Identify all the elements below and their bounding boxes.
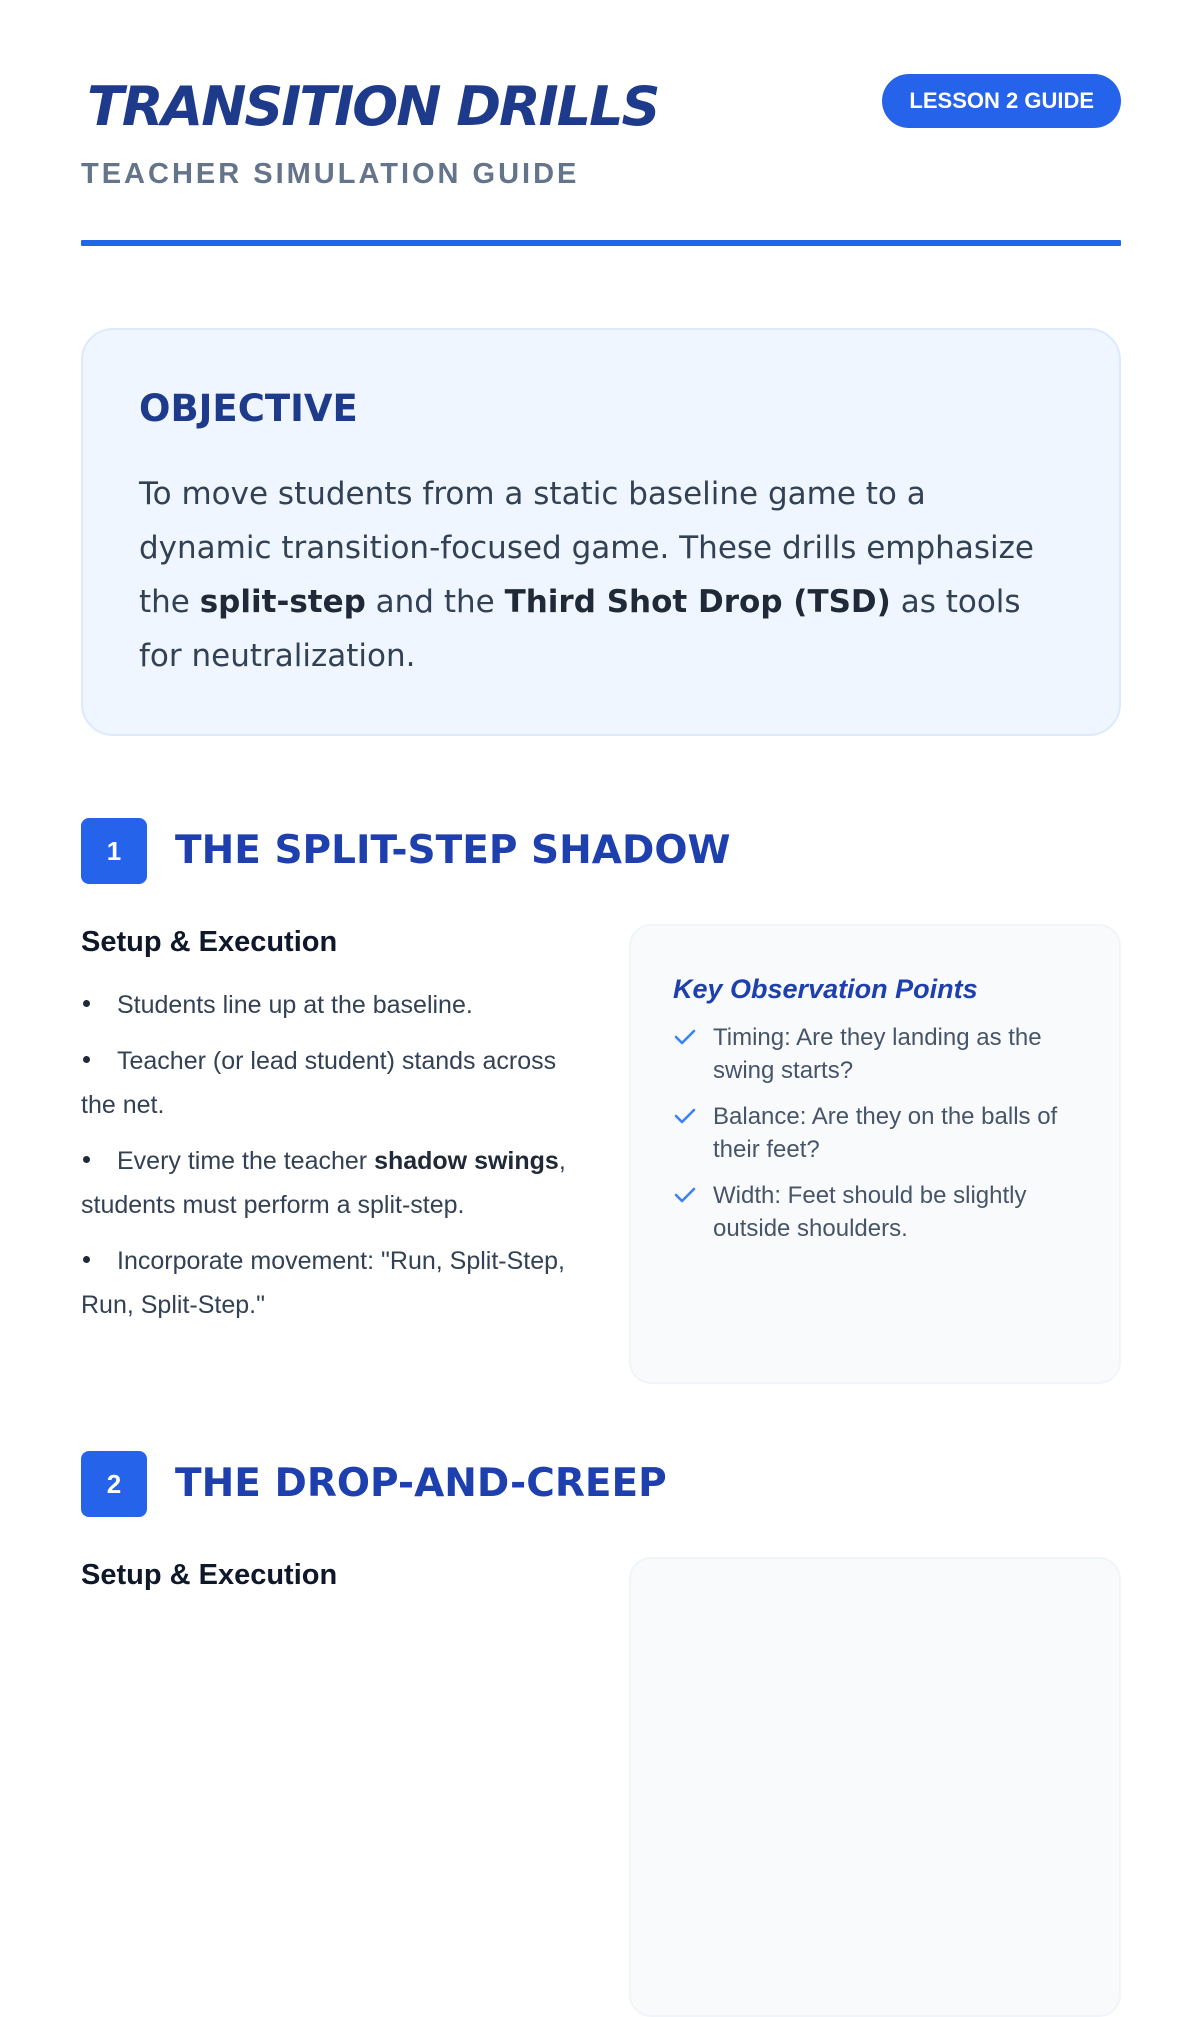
objective-emphasis-tsd: Third Shot Drop (TSD) [504,584,891,620]
setup-column [81,1561,581,1590]
page [81,0,1121,1591]
list-item: Teacher (or lead student) stands across the net. [81,1047,557,1119]
page-subtitle: TEACHER SIMULATION GUIDE [81,158,580,190]
lesson-badge: LESSON 2 GUIDE [882,74,1121,128]
observation-card [629,924,1121,1384]
observation-item: Balance: Are they on the balls of their feet? [673,1100,1079,1166]
drill-header [81,1451,1121,1517]
objective-panel [81,328,1121,736]
objective-title: OBJECTIVE [139,387,358,430]
setup-column [81,928,581,1339]
objective-text: To move students from a static baseline game to a dynamic transition-focused game. These drills emphasize the split-step and the Third Shot Drop (TSD) as tools for neutralization. [139,476,1034,674]
observation-title: Key Observation Points [673,974,978,1004]
list-item: Students line up at the baseline. [81,983,581,1027]
drill-section-1 [81,818,1121,1319]
setup-title: Setup & Execution [81,1559,338,1591]
bullet-icon [83,1156,90,1163]
check-icon [673,1027,697,1047]
bullet-icon [83,1000,90,1007]
header-divider [81,240,1121,246]
drill-number-badge: 2 [81,1451,147,1517]
drill-header [81,818,1121,884]
drill-section-2 [81,1451,1121,1591]
page-title: TRANSITION DRILLS [87,75,659,138]
check-icon [673,1106,697,1126]
drill-title: THE DROP-AND-CREEP [175,1461,667,1506]
check-icon [673,1185,697,1205]
drill-number-badge: 1 [81,818,147,884]
objective-emphasis-split-step: split-step [199,584,366,620]
bullet-icon [83,1256,90,1263]
setup-title: Setup & Execution [81,926,338,958]
observation-item: Width: Feet should be slightly outside shoulders. [673,1179,1079,1245]
bullet-icon [83,1056,90,1063]
drill-title: THE SPLIT-STEP SHADOW [175,828,731,873]
observation-item: Timing: Are they landing as the swing starts? [673,1021,1079,1087]
setup-list [81,983,581,1327]
observation-card [629,1557,1121,2017]
list-item: Incorporate movement: "Run, Split-Step, Run, Split-Step." [81,1247,565,1319]
list-item: Every time the teacher shadow swings, students must perform a split-step. [81,1147,566,1219]
guide-header [81,0,1121,248]
observation-list [673,1021,1079,1245]
